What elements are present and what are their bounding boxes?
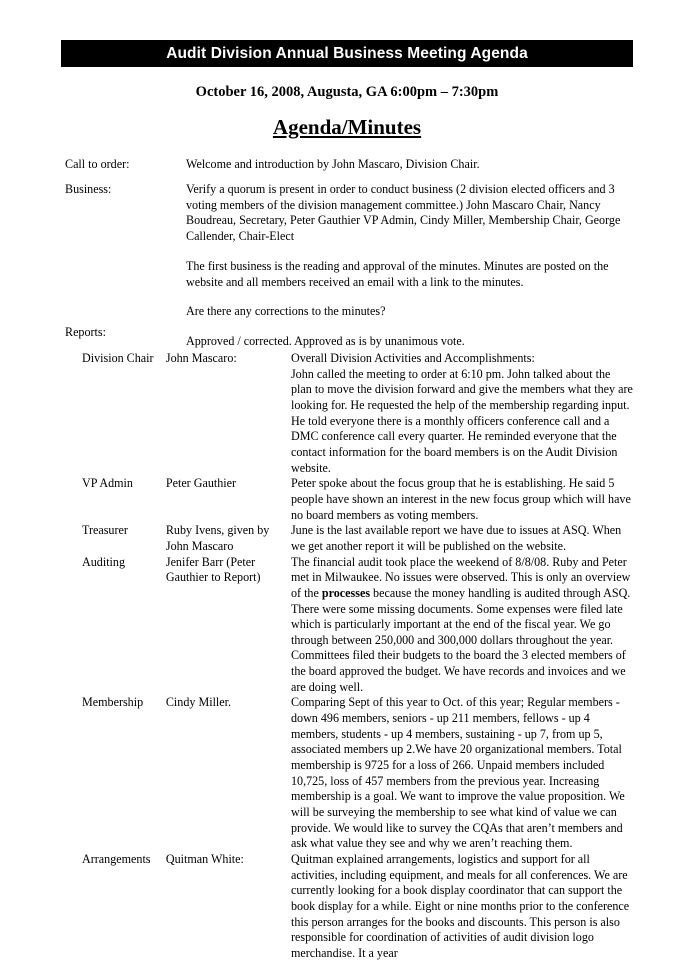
report-content-text: Comparing Sept of this year to Oct. of this year; Regular members - down 496 members, seniors - up 211 members, fellows - up 4 members, students - up 4 members, sustaining - up 7, from up 5, associated members up 2.We have 20 organizational members. Total membership is 9725 for a loss of 266. Unpaid members included 10,725, loss of 457 members from the previous year. Increasing membership is a goal. We want to improve the value proposition. We will be surveying the membership to see what kind of value we can provide. We would like to survey the CQAs that aren’t members and ask what value they see and why we aren’t reaching them. <box>290 695 625 851</box>
report-role: VP Admin <box>82 476 133 491</box>
report-content-text: Peter spoke about the focus group that he is establishing. He said 5 people have shown an interest in the new focus group which will have no board members as voting members. <box>290 476 631 522</box>
business-label: Business: <box>65 182 112 196</box>
agenda-minutes-heading-text: Agenda/Minutes <box>272 115 422 139</box>
report-presenter: Quitman White: <box>165 852 244 866</box>
page-title: Audit Division Annual Business Meeting Agenda <box>166 44 528 62</box>
meeting-datetime-line: October 16, 2008, Augusta, GA 6:00pm – 7:30pm <box>195 84 499 100</box>
report-content <box>291 476 633 523</box>
report-content-text: June is the last available report we have due to issues at ASQ. When we get another report it will be published on the website. <box>290 523 622 553</box>
report-content-text: Quitman explained arrangements, logistics and support for all activities, including equipment, and meals for all conferences. We are currently looking for a book display coordinator that can support the book display for a while. Eight or nine months prior to the conference this person arranges for the books and discounts. This person is also responsible for coordination of activities of audit division logo merchandise. It a year <box>290 852 630 960</box>
table-row <box>82 476 633 523</box>
report-presenter: Ruby Ivens, given by John Mascaro <box>165 523 270 553</box>
audit-text-before-bold: The financial audit took place the weekend of 8/8/08. Ruby and Peter met in Milwaukee. No issues were observed. This is only an overview of the <box>290 554 631 600</box>
report-presenter: Jenifer Barr (Peter Gauthier to Report) <box>165 554 261 585</box>
paragraph-spacer <box>186 290 633 304</box>
call-to-order-row <box>65 157 633 173</box>
report-content <box>291 852 633 962</box>
report-content-text: John called the meeting to order at 6:10 pm. John talked about the plan to move the division forward and give the members what they are looking for. He requested the help of the membership regarding input. He told everyone there is a monthly officers conference call and a DMC conference call every quarter. He reminded everyone that the contact information for the board members is on the Audit Division website. <box>290 366 633 475</box>
report-role: Division Chair <box>82 351 154 365</box>
paragraph-spacer <box>186 320 633 334</box>
table-row <box>82 852 633 962</box>
report-content-lead: Overall Division Activities and Accomplishments: <box>290 351 535 365</box>
business-row <box>65 182 633 350</box>
document-title-banner <box>61 40 633 67</box>
report-role: Auditing <box>82 554 126 569</box>
table-row <box>82 555 633 696</box>
report-role: Membership <box>82 695 144 710</box>
report-content <box>291 695 633 852</box>
table-row <box>82 695 633 852</box>
call-to-order-section <box>65 157 633 173</box>
reports-label: Reports: <box>65 325 106 339</box>
call-to-order-text: Welcome and introduction by John Mascaro, Division Chair. <box>186 157 480 171</box>
audit-bold-word: processes <box>321 585 371 600</box>
report-content <box>291 555 633 696</box>
report-presenter: Cindy Miller. <box>165 695 232 710</box>
report-content <box>291 351 633 476</box>
table-row <box>82 351 633 476</box>
business-section <box>65 182 633 350</box>
call-to-order-label: Call to order: <box>65 157 130 171</box>
report-content-text <box>291 555 633 696</box>
business-paragraph-corrections: Are there any corrections to the minutes? <box>186 304 386 319</box>
agenda-minutes-heading <box>61 116 633 139</box>
table-row <box>82 523 633 554</box>
business-paragraph-quorum: Verify a quorum is present in order to conduct business (2 division elected officers and 3 voting members of the division management committee.) John Mascaro Chair, Nancy Boudreau, Secretary, Peter Gauthier VP Admin, Cindy Miller, Membership Chair, George Callender, Chair-Elect <box>186 182 621 244</box>
reports-table <box>82 351 633 962</box>
business-paragraph-approved: Approved / corrected. Approved as is by unanimous vote. <box>186 334 465 349</box>
audit-text-after-bold: because the money handling is audited through ASQ. There were some missing documents. Some expenses were filed late which is particularly important at the end of the fiscal year. We go through between 250,000 and 300,000 dollars throughout the year. Committees filed their budgets to the board the 3 elected members of the board approved the budget. We have records and invoices and we are doing well. <box>290 585 631 694</box>
report-content <box>291 523 633 554</box>
business-paragraph-minutes: The first business is the reading and approval of the minutes. Minutes are posted on the website and all members received an email with a link to the minutes. <box>186 258 609 289</box>
report-presenter: John Mascaro: <box>165 351 237 365</box>
report-role: Arrangements <box>82 852 151 866</box>
call-to-order-body <box>186 157 633 173</box>
business-body <box>186 182 633 350</box>
report-role: Treasurer <box>82 523 128 538</box>
paragraph-spacer <box>186 245 633 259</box>
report-presenter: Peter Gauthier <box>165 476 237 491</box>
